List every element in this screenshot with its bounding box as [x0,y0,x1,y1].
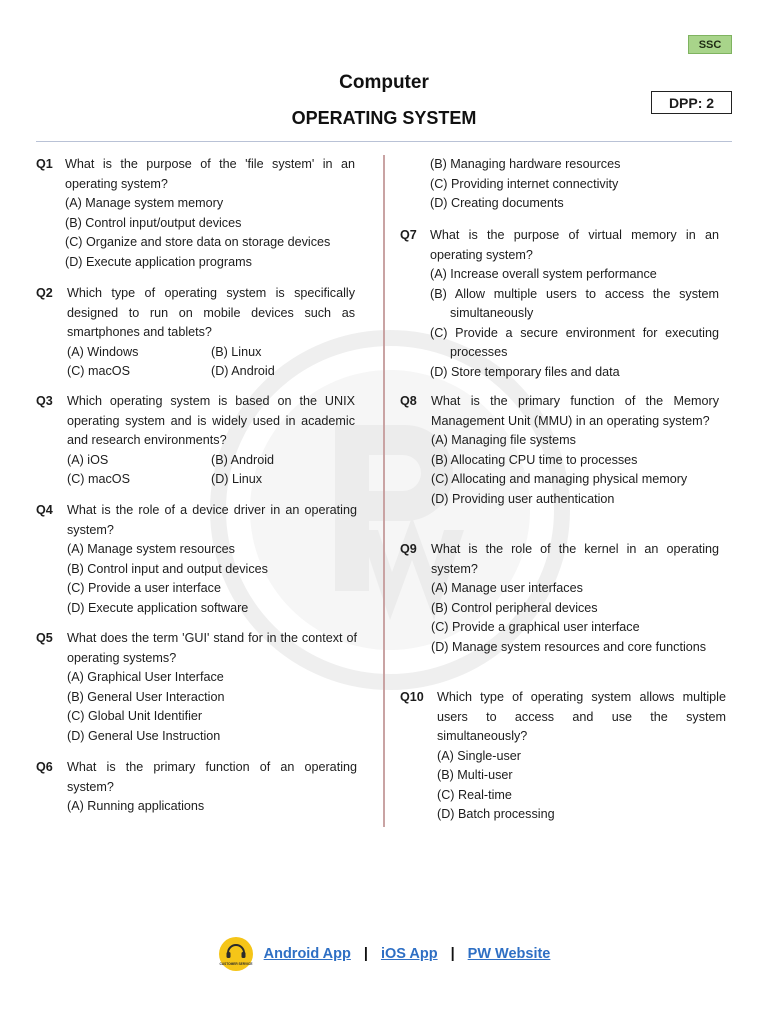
option-a: (A) Manage system memory [65,196,224,210]
svg-text:CUSTOMER SERVICE: CUSTOMER SERVICE [219,962,253,966]
option-b: (B) Allow multiple users to access the system simultaneously [430,286,719,320]
subject-heading: Computer [339,72,429,93]
option-a: (A) Single-user [437,748,521,763]
question-text: Which type of operating system allows multiple users to access and use the system simultaneously? [437,690,726,743]
option-b: (B) Linux [211,344,262,359]
option-c: (C) Global Unit Identifier [67,709,203,723]
option-a: (A) Managing file systems [431,433,576,447]
option-d: (D) Batch processing [437,807,555,821]
option-b: (B) Control input and output devices [67,561,268,576]
question-number: Q9 [400,542,417,556]
option-a: (A) Graphical User Interface [67,670,224,684]
option-a: (A) Windows [67,344,139,359]
question-number: Q4 [36,503,53,517]
customer-service-icon [218,936,254,972]
option-a: (A) Increase overall system performance [430,267,657,281]
option-b: (B) Android [211,452,274,467]
question-text: What is the primary function of an operating system? [67,760,357,794]
question-text: What does the term 'GUI' stand for in the context of operating systems? [67,631,357,665]
pw-website-link[interactable]: PW Website [467,946,551,962]
option-b: (B) Managing hardware resources [430,157,621,171]
question-number: Q6 [36,760,53,774]
ios-app-link[interactable]: iOS App [380,946,438,962]
question-number: Q3 [36,394,53,408]
option-b: (B) Control input/output devices [65,215,242,230]
option-b: (B) General User Interaction [67,689,225,704]
question-number: Q5 [36,631,53,645]
question-text: What is the role of the kernel in an operating system? [431,542,719,576]
question-text: What is the primary function of the Memory Management Unit (MMU) in an operating system? [431,394,719,428]
question-number: Q2 [36,286,53,300]
question-text: Which operating system is based on the UNIX operating system and is widely used in academic and research environments? [67,394,355,447]
option-a: (A) Manage system resources [67,542,235,556]
option-c: (C) Provide a user interface [67,581,221,595]
question-q8 [400,392,719,509]
question-q9 [400,540,719,657]
option-c: (C) Organize and store data on storage devices [65,235,331,249]
question-q10 [400,688,726,825]
question-q4 [36,501,357,618]
option-b: (B) Control peripheral devices [431,600,598,615]
option-c: (C) Providing internet connectivity [430,176,619,191]
option-a: (A) Running applications [67,799,205,813]
option-d: (D) Manage system resources and core functions [431,639,707,654]
question-q6-continued [430,155,720,214]
option-c: (C) Provide a secure environment for executing processes [430,325,719,359]
option-a: (A) iOS [67,452,109,467]
option-c: (C) macOS [67,364,130,378]
option-d: (D) Linux [211,472,263,486]
question-q3 [36,392,355,490]
question-text: What is the purpose of the 'file system' in an operating system? [65,157,355,191]
question-number: Q10 [400,690,424,704]
option-d: (D) Execute application software [67,600,249,615]
option-b: (B) Multi-user [437,768,513,782]
dpp-number-box: DPP: 2 [651,91,732,114]
option-d: (D) Execute application programs [65,254,252,269]
question-text: What is the role of a device driver in an operating system? [67,503,357,537]
footer-separator: | [363,946,368,962]
question-text: What is the purpose of virtual memory in an operating system? [430,228,719,262]
option-d: (D) Store temporary files and data [430,364,620,379]
question-number: Q7 [400,228,417,242]
option-d: (D) Providing user authentication [431,491,615,506]
question-q7 [400,226,719,382]
question-q2 [36,284,355,382]
question-number: Q1 [36,157,53,171]
column-divider [383,155,385,827]
option-a: (A) Manage user interfaces [431,581,583,595]
android-app-link[interactable]: Android App [263,946,351,962]
question-q6 [36,758,357,817]
question-q5 [36,629,357,746]
option-c: (C) Allocating and managing physical memory [431,472,688,486]
option-b: (B) Allocating CPU time to processes [431,452,638,467]
footer-separator: | [450,946,455,962]
page-title: OPERATING SYSTEM [291,108,477,128]
question-number: Q8 [400,394,417,408]
question-text: Which type of operating system is specifically designed to run on mobile devices such as smartphones and tablets? [67,286,355,339]
option-c: (C) Provide a graphical user interface [431,620,640,634]
exam-tag-badge: SSC [688,35,732,54]
footer-links [0,936,768,972]
option-d: (D) Creating documents [430,196,564,210]
option-d: (D) Android [211,364,275,378]
question-q1 [36,155,355,272]
option-d: (D) General Use Instruction [67,728,221,743]
header-divider [36,141,732,142]
option-c: (C) macOS [67,472,130,486]
option-c: (C) Real-time [437,787,512,802]
